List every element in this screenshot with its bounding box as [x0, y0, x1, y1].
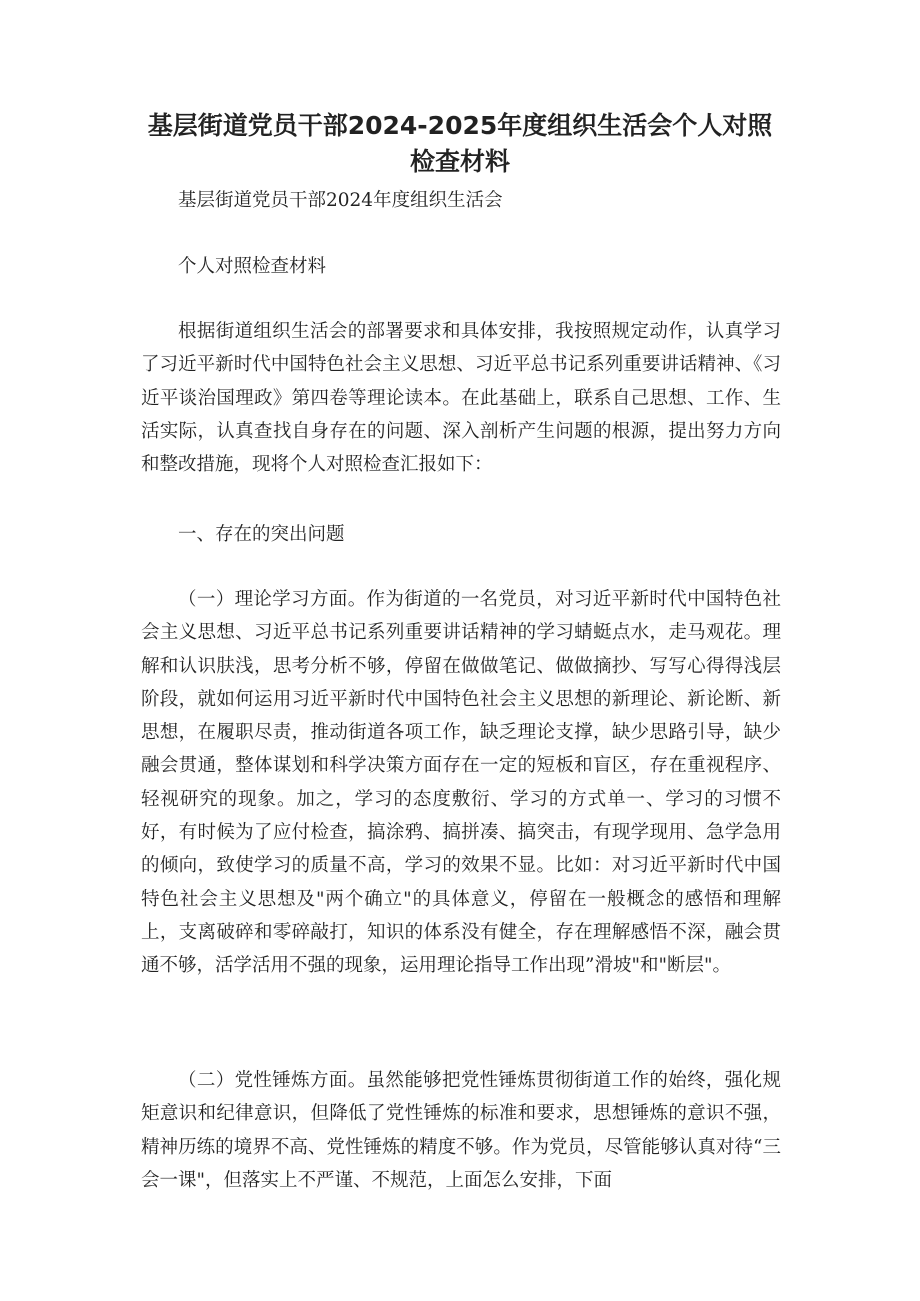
section-heading: 一、存在的突出问题 — [178, 524, 345, 545]
document-title: 基层街道党员干部2024-2025年度组织生活会个人对照检查材料 — [147, 111, 773, 176]
paragraph-party-spirit: （二）党性锤炼方面。虽然能够把党性锤炼贯彻街道工作的始终，强化规矩意识和纪律意识，但降低了党性锤炼的标准和要求，思想锤炼的意识不强，精神历练的境界不高、党性锤炼的精度不够。作为党员，尽管能够认真对待“三会一课"，但落实上不严谨、不规范，上面怎么安排，下面 — [141, 1070, 781, 1191]
subtitle-line-1: 基层街道党员干部2024年度组织生活会 — [178, 190, 503, 211]
subtitle-line-2: 个人对照检查材料 — [178, 256, 327, 277]
intro-paragraph: 根据街道组织生活会的部署要求和具体安排，我按照规定动作，认真学习了习近平新时代中国特色社会主义思想、习近平总书记系列重要讲话精神、《习近平谈治国理政》第四卷等理论读本。在此基础上，联系自己思想、工作、生活实际，认真查找自身存在的问题、深入剖析产生问题的根源，提出努力方向和整改措施，现将个人对照检查汇报如下： — [141, 321, 781, 476]
paragraph-theory-study: （一）理论学习方面。作为街道的一名党员，对习近平新时代中国特色社会主义思想、习近平总书记系列重要讲话精神的学习蜻蜓点水，走马观花。理解和认识肤浅，思考分析不够，停留在做做笔记、做做摘抄、写写心得得浅层阶段，就如何运用习近平新时代中国特色社会主义思想的新理论、新论断、新思想，在履职尽责，推动街道各项工作，缺乏理论支撑，缺少思路引导，缺少融会贯通，整体谋划和科学决策方面存在一定的短板和盲区，存在重视程序、轻视研究的现象。加之，学习的态度敷衍、学习的方式单一、学习的习惯不好，有时候为了应付检查，搞涂鸦、搞拼凑、搞突击，有现学现用、急学急用的倾向，致使学习的质量不高，学习的效果不显。比如：对习近平新时代中国特色社会主义思想及"两个确立"的具体意义，停留在一般概念的感悟和理解上，支离破碎和零碎敲打，知识的体系没有健全，存在理解感悟不深，融会贯通不够，活学活用不强的现象，运用理论指导工作出现”滑坡"和"断层"。 — [141, 589, 781, 977]
